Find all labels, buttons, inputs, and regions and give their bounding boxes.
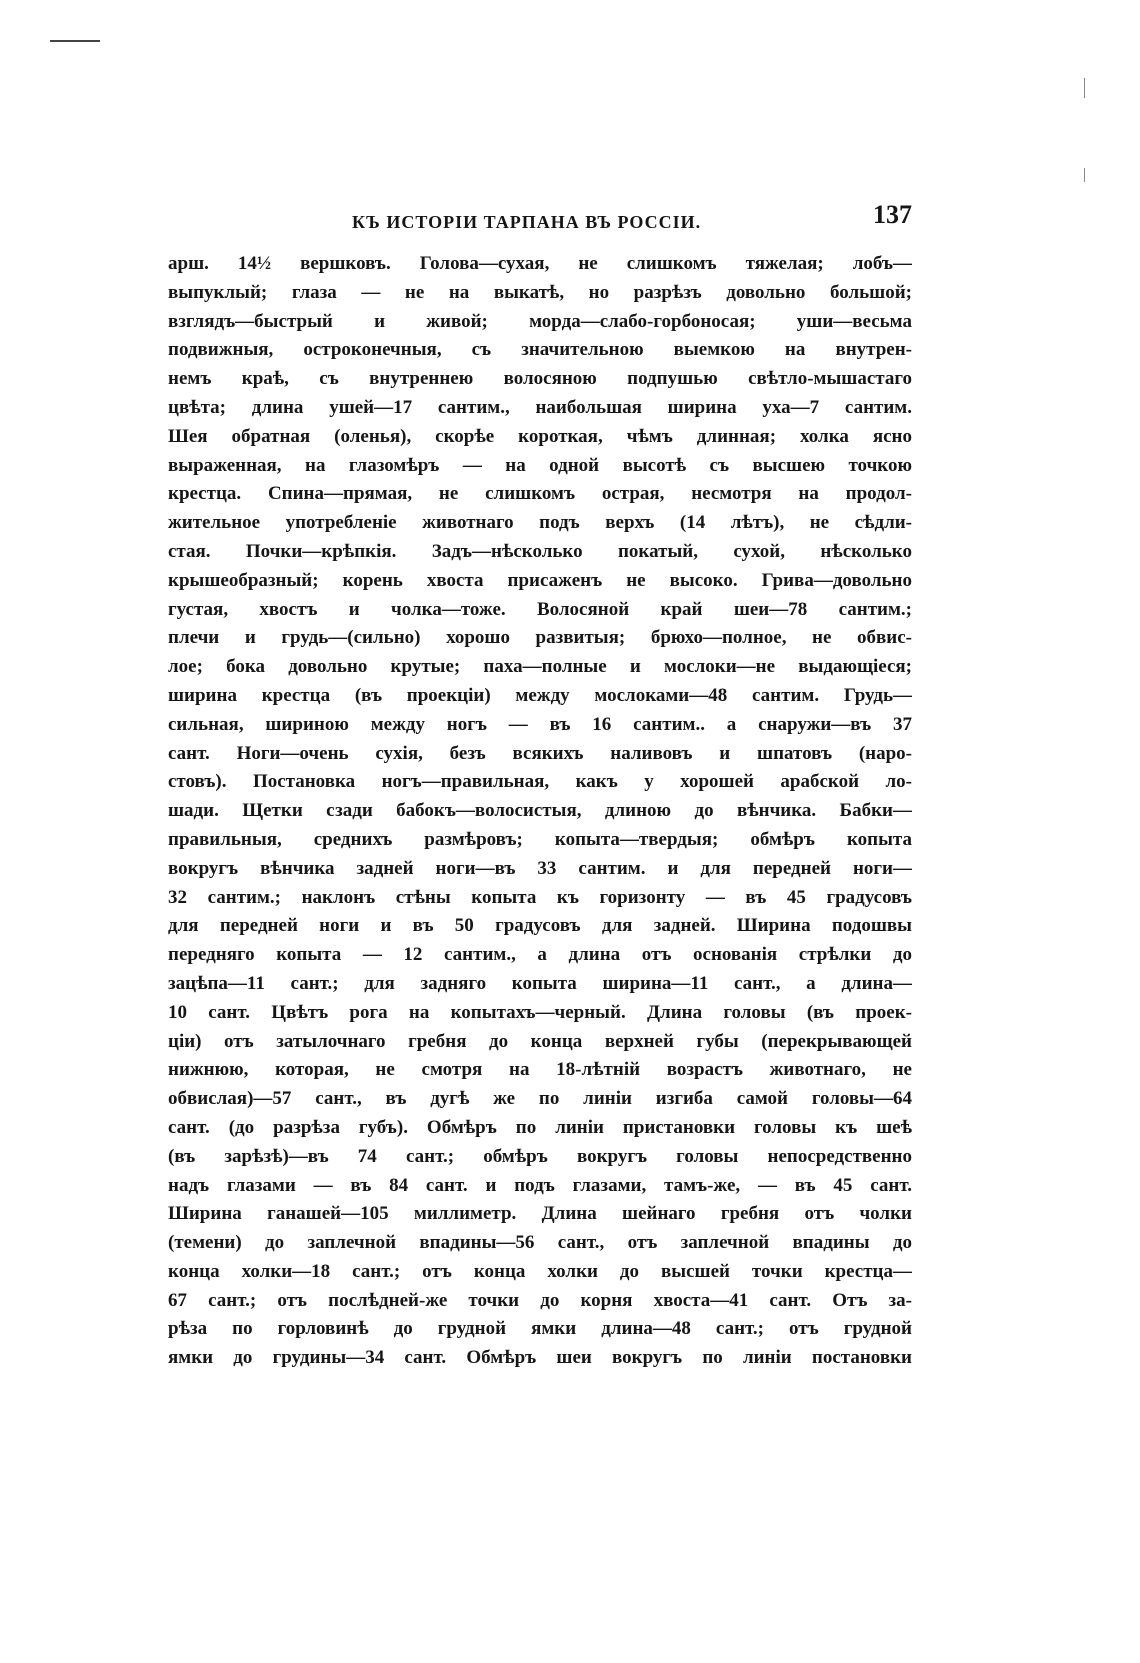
text-line: 32 сантим.; наклонъ стѣны копыта къ горизонту — въ 45 градусовъ [168,886,912,908]
text-line: лое; бока довольно крутые; паха—полные и мослоки—не выдающіеся; [168,656,912,678]
text-line: ямки до грудины—34 сант. Обмѣръ шеи вокругъ по линіи постановки [168,1347,912,1369]
page-header [168,200,912,240]
text-line: вокругъ вѣнчика задней ноги—въ 33 сантим. и для передней ноги— [168,857,912,879]
edge-mark [1084,168,1085,182]
text-line: передняго копыта — 12 сантим., а длина отъ основанія стрѣлки до [168,944,912,966]
text-line: взглядъ—быстрый и живой; морда—слабо-горбоносая; уши—весьма [168,310,912,332]
text-line: крестца. Спина—прямая, не слишкомъ острая, несмотря на продол- [168,483,912,505]
text-line: правильныя, среднихъ размѣровъ; копыта—твердыя; обмѣръ копыта [168,828,912,850]
text-line: рѣза по горловинѣ до грудной ямки длина—48 сант.; отъ грудной [168,1318,912,1340]
text-line: шади. Щетки сзади бабокъ—волосистыя, длиною до вѣнчика. Бабки— [168,800,912,822]
text-line: ціи) отъ затылочнаго гребня до конца верхней губы (перекрывающей [168,1030,912,1052]
text-line: сант. (до разрѣза губъ). Обмѣръ по линіи пристановки головы къ шеѣ [168,1116,912,1138]
text-line: выпуклый; глаза — не на выкатѣ, но разрѣзъ довольно большой; [168,281,912,303]
text-line: плечи и грудь—(сильно) хорошо развитыя; брюхо—полное, не обвис- [168,627,912,649]
text-line: нижнюю, которая, не смотря на 18-лѣтній возрастъ животнаго, не [168,1059,912,1081]
text-line: обвислая)—57 сант., въ дугѣ же по линіи изгиба самой головы—64 [168,1088,912,1110]
page-number: 137 [873,200,912,229]
text-line: подвижныя, остроконечныя, съ значительною выемкою на внутрен- [168,339,912,361]
text-line: выраженная, на глазомѣръ — на одной высотѣ съ высшею точкою [168,454,912,476]
text-line: сильная, шириною между ногъ — въ 16 сантим.. а снаружи—въ 37 [168,713,912,735]
text-line: арш. 14½ вершковъ. Голова—сухая, не слишкомъ тяжелая; лобъ— [168,253,912,274]
text-line: сант. Ноги—очень сухія, безъ всякихъ наливовъ и шпатовъ (наро- [168,742,912,764]
text-line: для передней ноги и въ 50 градусовъ для задней. Ширина подошвы [168,915,912,937]
text-line: конца холки—18 сант.; отъ конца холки до высшей точки крестца— [168,1260,912,1282]
text-line: (темени) до заплечной впадины—56 сант., отъ заплечной впадины до [168,1232,912,1254]
text-line: густая, хвостъ и чолка—тоже. Волосяной край шеи—78 сантим.; [168,598,912,620]
text-line: (въ зарѣзѣ)—въ 74 сант.; обмѣръ вокругъ головы непосредственно [168,1145,912,1167]
text-line: надъ глазами — въ 84 сант. и подъ глазами, тамъ-же, — въ 45 сант. [168,1174,912,1196]
text-line: немъ краѣ, съ внутреннею волосяною подпушью свѣтло-мышастаго [168,368,912,390]
text-line: стая. Почки—крѣпкія. Задъ—нѣсколько покатый, сухой, нѣсколько [168,540,912,562]
text-line: жительное употребленіе животнаго подъ верхъ (14 лѣтъ), не сѣдли- [168,512,912,534]
corner-rule [50,40,100,42]
text-line: стовъ). Постановка ногъ—правильная, какъ у хорошей арабской ло- [168,771,912,793]
text-line: 10 сант. Цвѣтъ рога на копытахъ—черный. Длина головы (въ проек- [168,1001,912,1023]
body-text [168,250,912,1373]
text-line: крышеобразный; корень хвоста присаженъ не высоко. Грива—довольно [168,569,912,591]
running-title: КЪ ИСТОРІИ ТАРПАНА ВЪ РОССІИ. [352,212,702,232]
text-line: Ширина ганашей—105 миллиметр. Длина шейнаго гребня отъ чолки [168,1203,912,1225]
text-line: зацѣпа—11 сант.; для задняго копыта ширина—11 сант., а длина— [168,972,912,994]
text-line: Шея обратная (оленья), скорѣе короткая, чѣмъ длинная; холка ясно [168,425,912,447]
edge-mark [1084,78,1085,98]
text-line: 67 сант.; отъ послѣдней-же точки до корня хвоста—41 сант. Отъ за- [168,1289,912,1311]
text-line: ширина крестца (въ проекціи) между мослоками—48 сантим. Грудь— [168,684,912,706]
text-line: цвѣта; длина ушей—17 сантим., наибольшая ширина уха—7 сантим. [168,396,912,418]
